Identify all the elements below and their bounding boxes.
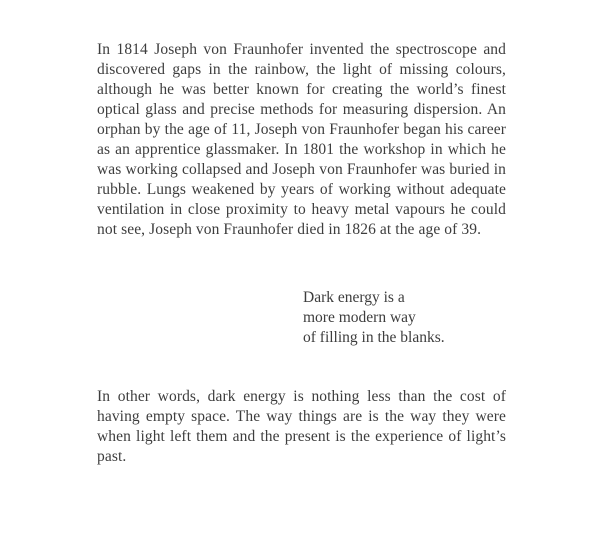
dark-energy-pull-quote	[303, 288, 506, 348]
pull-quote-line: of filling in the blanks.	[303, 329, 445, 346]
text-column	[97, 0, 506, 467]
pull-quote-line: Dark energy is a	[303, 289, 405, 306]
dark-energy-closing-paragraph: In other words, dark energy is nothing less than the cost of having empty space. The way things are is the way they were when light left them and the present is the experience of light’s past.	[97, 388, 506, 465]
pull-quote-line: more modern way	[303, 309, 416, 326]
fraunhofer-biography-paragraph: In 1814 Joseph von Fraunhofer invented the spectroscope and discovered gaps in the rainbow, the light of missing colours, although he was better known for creating the world’s finest optical glass and precise methods for measuring dispersion. An orphan by the age of 11, Joseph von Fraunhofer began his career as an apprentice glassmaker. In 1801 the workshop in which he was working collapsed and Joseph von Fraunhofer was buried in rubble. Lungs weakened by years of working without adequate ventilation in close proximity to heavy metal vapours he could not see, Joseph von Fraunhofer died in 1826 at the age of 39.	[97, 41, 506, 238]
